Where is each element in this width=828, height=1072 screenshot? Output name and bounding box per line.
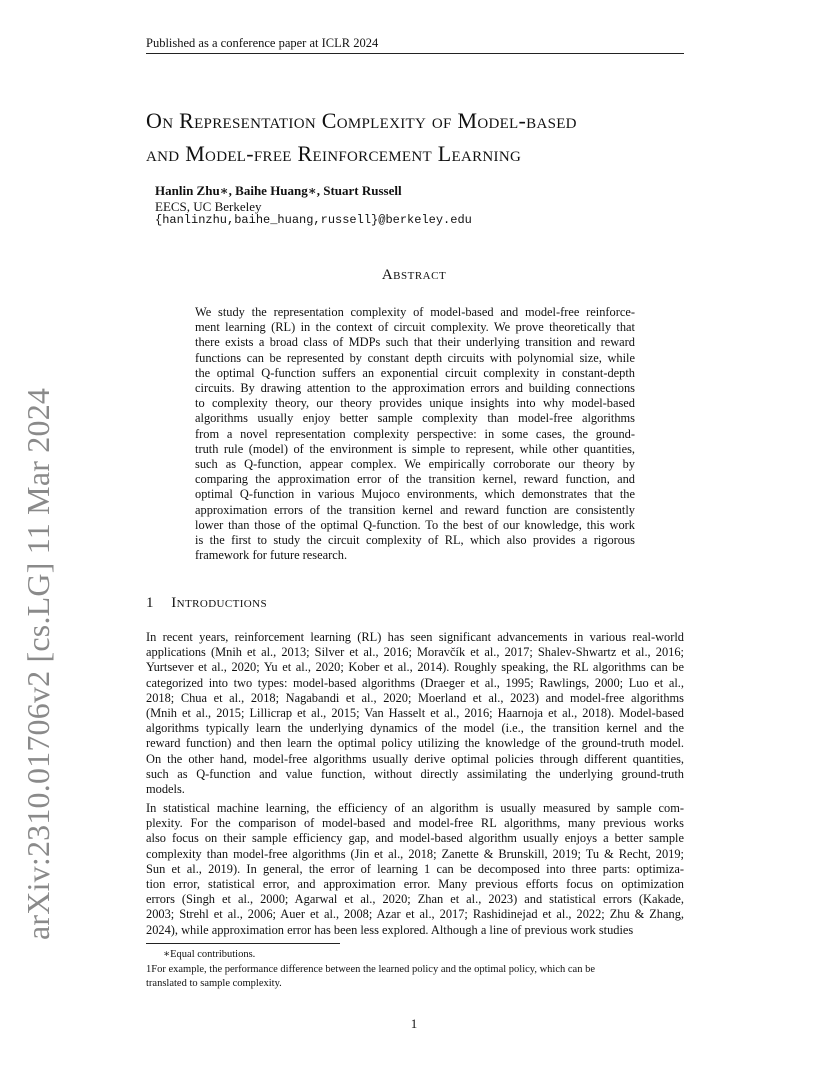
section-number: 1 xyxy=(146,595,154,611)
paper-title xyxy=(146,104,706,170)
intro-paragraph-2-line: In statistical machine learning, the efficiency of an algorithm is usually measured by sample com- xyxy=(146,801,684,815)
intro-paragraph-1-line: models. xyxy=(146,782,185,797)
intro-paragraph-1-line: 2018; Chua et al., 2018; Nagabandi et al., 2020; Moerland et al., 2023) and model-free algorithms xyxy=(146,690,684,705)
footnote-1 xyxy=(146,963,684,991)
intro-paragraph-2-line: Sun et al., 2019). In general, the error of learning 1 can be decomposed into three parts: optimiza- xyxy=(146,861,684,876)
abstract-line: algorithms usually enjoy better sample complexity than model-free algorithms xyxy=(195,411,635,426)
intro-paragraph-1 xyxy=(146,630,684,797)
abstract-line: there exists a broad class of MDPs such that their underlying transition and reward xyxy=(195,335,635,350)
intro-paragraph-2-line: tion error, statistical error, and approximation error. Many previous efforts focus on optimization xyxy=(146,877,684,892)
intro-paragraph-1-line: On the other hand, model-free algorithms usually derive optimal policies through different quantities, xyxy=(146,751,684,766)
abstract-line: lower than those of the optimal Q-function. To the best of our knowledge, this work xyxy=(195,517,635,532)
section-heading xyxy=(146,595,267,612)
header-rule xyxy=(146,53,684,54)
intro-paragraph-1-line: In recent years, reinforcement learning (RL) has seen significant advancements in various real-world xyxy=(146,630,684,644)
intro-paragraph-2-line: 2024), while approximation error has been less explored. Although a line of previous work studies xyxy=(146,922,634,937)
abstract-body xyxy=(195,305,635,563)
intro-paragraph-2-line: complexity than model-free algorithms (Jin et al., 2018; Zanette & Brunskill, 2019; Tu & Recht, 2019; xyxy=(146,846,684,861)
title-line-1: On Representation Complexity of Model-based xyxy=(146,108,577,133)
footnote-rule xyxy=(146,943,340,944)
footnote-equal-contribution: ∗Equal contributions. xyxy=(163,949,256,960)
abstract-line: framework for future research. xyxy=(195,548,348,563)
intro-paragraph-2-line: plexity. For the comparison of model-based and model-free RL algorithms, many previous works xyxy=(146,816,684,831)
abstract-line: functions can be represented by constant depth circuits with polynomial size, while xyxy=(195,350,635,365)
abstract-line: approximation errors of the transition kernel and reward function are consistently xyxy=(195,502,635,517)
intro-paragraph-1-line: (Mnih et al., 2015; Lillicrap et al., 2015; Van Hasselt et al., 2016; Haarnoja et al., 2018). Model-based xyxy=(146,706,684,721)
section-title: Introductions xyxy=(171,595,268,611)
intro-paragraph-1-line: reward function) and then learn the optimal policy utilizing the knowledge of the ground-truth model. xyxy=(146,736,684,751)
abstract-line: to complexity theory, our theory provides unique insights into why model-based xyxy=(195,396,635,411)
abstract-line: is the first to study the circuit complexity of RL, which also provides a rigorous xyxy=(195,533,635,548)
footnote-1-line-2: translated to sample complexity. xyxy=(146,978,282,989)
page-number: 1 xyxy=(410,1016,418,1031)
intro-paragraph-2-line: 2003; Strehl et al., 2006; Auer et al., 2008; Azar et al., 2017; Rashidinejad et al., 2022; Zhu & Zhang, xyxy=(146,907,684,922)
abstract-heading: Abstract xyxy=(381,267,447,283)
arxiv-identifier-stamp: arXiv:2310.01706v2 [cs.LG] 11 Mar 2024 xyxy=(20,387,56,940)
title-line-2: and Model-free Reinforcement Learning xyxy=(146,141,522,166)
intro-paragraph-2-line: also focus on their sample efficiency gap, and model-based algorithm usually enjoys a better sample xyxy=(146,831,684,846)
abstract-line: optimal Q-function in various Mujoco environments, which demonstrates that the xyxy=(195,487,635,502)
author-names: Hanlin Zhu∗, Baihe Huang∗, Stuart Russell xyxy=(155,183,402,198)
abstract-line: such as Q-function, appear complex. We empirically corroborate our theory by xyxy=(195,457,635,472)
abstract-line: truth rule (model) of the environment is simple to represent, while other quantities, xyxy=(195,441,635,456)
intro-paragraph-1-line: applications (Mnih et al., 2013; Silver et al., 2016; Moravčík et al., 2017; Shalev-Shwartz et al., 2016; xyxy=(146,645,684,660)
running-header: Published as a conference paper at ICLR 2024 xyxy=(146,36,379,50)
abstract-line: ment learning (RL) in the context of circuit complexity. We prove theoretically that xyxy=(195,320,635,335)
author-emails: {hanlinzhu,baihe_huang,russell}@berkeley.edu xyxy=(155,213,472,227)
intro-paragraph-2-line: errors (Singh et al., 2000; Agarwal et al., 2020; Zhan et al., 2023) and statistical errors (Kakade, xyxy=(146,892,684,907)
footnote-1-line-1: 1For example, the performance difference between the learned policy and the optimal policy, which can be xyxy=(146,964,595,975)
author-affiliation: EECS, UC Berkeley xyxy=(155,199,262,214)
intro-paragraph-2 xyxy=(146,801,684,938)
intro-paragraph-1-line: categorized into two types: model-based algorithms (Draeger et al., 1995; Rawlings, 2000; Luo et al., xyxy=(146,675,684,690)
abstract-line: the optimal Q-function suffers an exponential circuit complexity in constant-depth xyxy=(195,365,635,380)
intro-paragraph-1-line: algorithms typically learn the underlying dynamics of the model (i.e., the transition kernel and the xyxy=(146,721,684,736)
abstract-line: comparing the approximation error of the transition kernel, reward function, and xyxy=(195,472,635,487)
abstract-line: We study the representation complexity of model-based and model-free reinforce- xyxy=(195,305,635,319)
intro-paragraph-1-line: Yurtsever et al., 2020; Yu et al., 2020; Kober et al., 2014). Roughly speaking, the RL algorithms can be xyxy=(146,660,684,675)
abstract-line: circuits. By drawing attention to the approximation errors and building connections xyxy=(195,381,635,396)
intro-paragraph-1-line: such as Q-function and value function, without directly assimilating the underlying ground-truth xyxy=(146,766,684,781)
abstract-line: from a novel representation complexity perspective: in some cases, the ground- xyxy=(195,426,635,441)
